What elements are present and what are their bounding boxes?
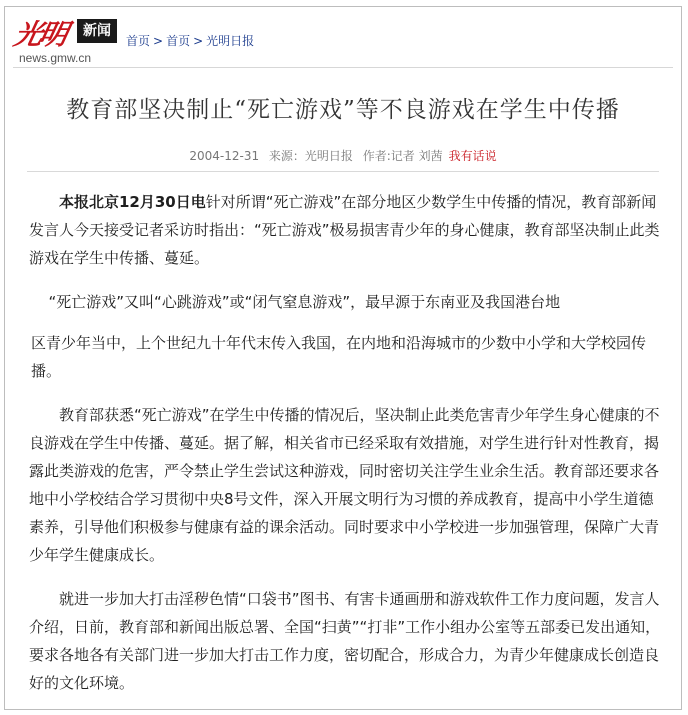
paragraph-2b: 区青少年当中，上个世纪九十年代末传入我国，在内地和沿海城市的少数中小学和大学校园传播。 xyxy=(31,334,647,380)
paragraph-2a: “死亡游戏”又叫“心跳游戏”或“闭气窒息游戏”，最早源于东南亚及我国港台地 xyxy=(48,293,561,311)
article-meta xyxy=(5,147,681,164)
logo-box: 新闻 xyxy=(77,19,117,43)
breadcrumb-home-1[interactable]: 首页 xyxy=(126,34,151,48)
comment-link[interactable]: 我有话说 xyxy=(448,149,497,163)
header-divider xyxy=(13,67,673,68)
breadcrumb-separator: > xyxy=(193,34,204,48)
meta-divider xyxy=(27,171,659,172)
site-header xyxy=(5,7,681,67)
breadcrumb-guangming-daily[interactable]: 光明日报 xyxy=(206,34,255,48)
paragraph-1 xyxy=(29,188,661,272)
page-frame xyxy=(4,6,682,710)
breadcrumb xyxy=(126,32,254,49)
paragraph-3: 教育部获悉“死亡游戏”在学生中传播的情况后，坚决制止此类危害青少年学生身心健康的不良游戏在学生中传播、蔓延。据了解，相关省市已经采取有效措施，对学生进行针对性教育，揭露此类游戏的危害，严令禁止学生尝试这种游戏，同时密切关注学生业余生活。教育部还要求各地中小学校结合学习贯彻中央8号文件，深入开展文明行为习惯的养成教育，提高中小学生道德素养，引导他们积极参与健康有益的课余活动。同时要求中小学校进一步加强管理，保障广大青少年学生健康成长。 xyxy=(29,406,660,564)
dateline: 本报北京12月30日电 xyxy=(59,193,206,211)
breadcrumb-separator: > xyxy=(153,34,164,48)
logo-url: news.gmw.cn xyxy=(19,51,92,65)
article-date: 2004-12-31 xyxy=(189,149,260,163)
article-source: 来源：光明日报 xyxy=(268,149,353,163)
site-logo[interactable] xyxy=(13,13,121,63)
logo-script: 光明 xyxy=(11,18,69,51)
article-title: 教育部坚决制止“死亡游戏”等不良游戏在学生中传播 xyxy=(66,97,620,123)
breadcrumb-home-2[interactable]: 首页 xyxy=(166,34,191,48)
article-body xyxy=(29,188,661,710)
article-author: 作者:记者 刘茜 xyxy=(362,149,443,163)
paragraph-4: 就进一步加大打击淫秽色情“口袋书”图书、有害卡通画册和游戏软件工作力度问题，发言人介绍，日前，教育部和新闻出版总署、全国“扫黄”“打非”工作小组办公室等五部委已发出通知，要求各地各有关部门进一步加大打击工作力度，密切配合，形成合力，为青少年健康成长创造良好的文化环境。 xyxy=(29,590,661,692)
paragraph-1-text: 针对所谓“死亡游戏”在部分地区少数学生中传播的情况，教育部新闻发言人今天接受记者采访时指出：“死亡游戏”极易损害青少年的身心健康，教育部坚决制止此类游戏在学生中传播、蔓延。 xyxy=(29,193,660,267)
